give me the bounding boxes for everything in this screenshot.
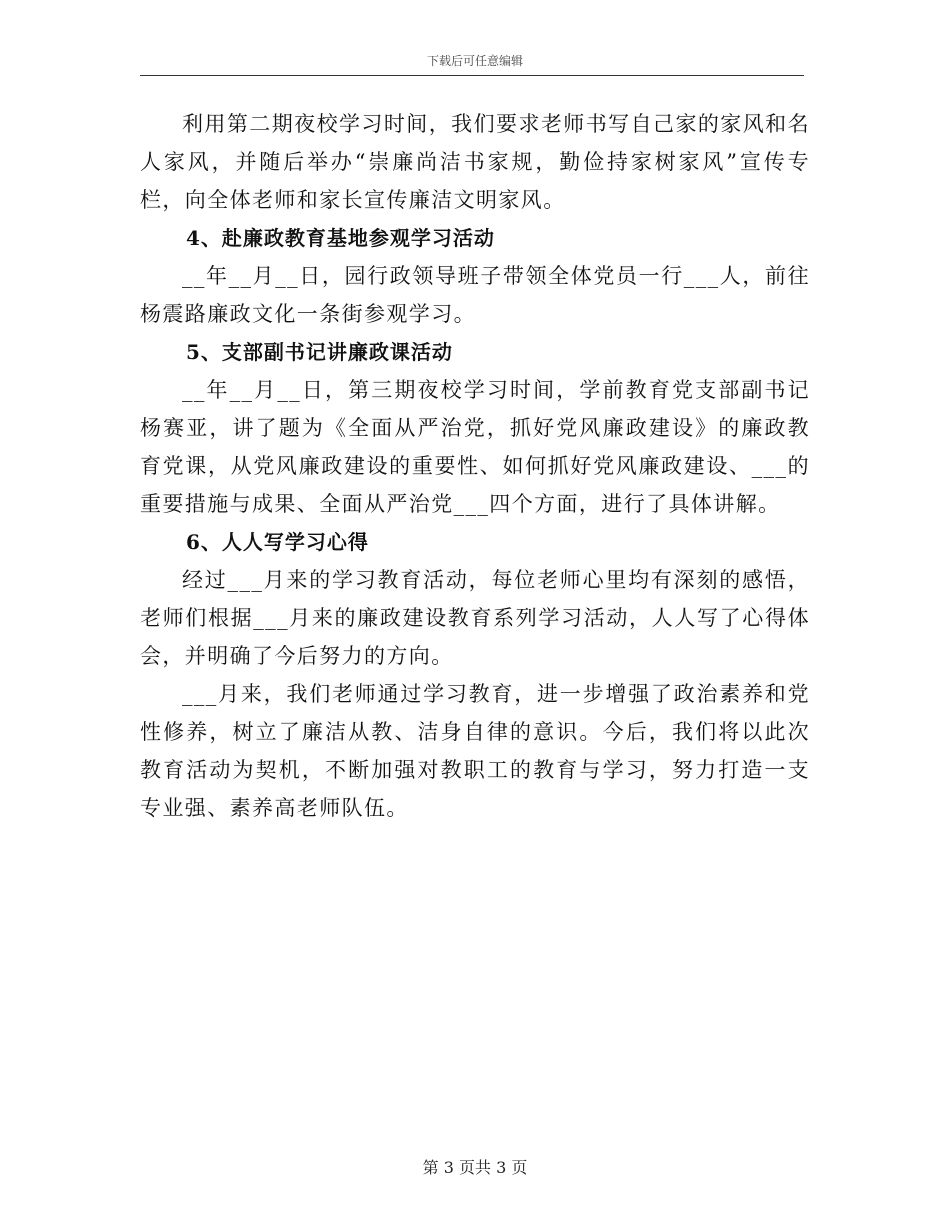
section-heading-6: 6、人人写学习心得 xyxy=(186,530,369,554)
page-header: 下载后可任意编辑 xyxy=(426,54,523,68)
section-heading-4: 4、赴廉政教育基地参观学习活动 xyxy=(186,226,495,250)
paragraph-conclusion: ___月来，我们老师通过学习教育，进一步增强了政治素养和党性修养，树立了廉洁从教、洁身自律的意识。今后，我们将以此次教育活动为契机，不断加强对教职工的教育与学习，努力打造一支专业强、素养高老师队伍。 xyxy=(140,682,810,820)
paragraph-study-notes: 经过___月来的学习教育活动，每位老师心里均有深刻的感悟，老师们根据___月来的廉政建设教育系列学习活动，人人写了心得体会，并明确了今后努力的方向。 xyxy=(140,568,810,668)
header-divider xyxy=(140,75,804,76)
paragraph-family-style: 利用第二期夜校学习时间，我们要求老师书写自己家的家风和名人家风，并随后举办“崇廉尚洁书家规，勤俭持家树家风”宣传专栏，向全体老师和家长宣传廉洁文明家风。 xyxy=(140,112,810,212)
paragraph-party-lecture: __年__月__日，第三期夜校学习时间，学前教育党支部副书记杨赛亚，讲了题为《全面从严治党，抓好党风廉政建设》的廉政教育党课，从党风廉政建设的重要性、如何抓好党风廉政建设、___的重要措施与成果、全面从严治党___四个方面，进行了具体讲解。 xyxy=(140,378,810,516)
paragraph-base-visit: __年__月__日，园行政领导班子带领全体党员一行___人，前往杨震路廉政文化一条街参观学习。 xyxy=(140,264,810,326)
section-heading-5: 5、支部副书记讲廉政课活动 xyxy=(186,340,453,364)
page-number: 第 3 页共 3 页 xyxy=(422,1158,528,1177)
document-body xyxy=(140,105,810,827)
